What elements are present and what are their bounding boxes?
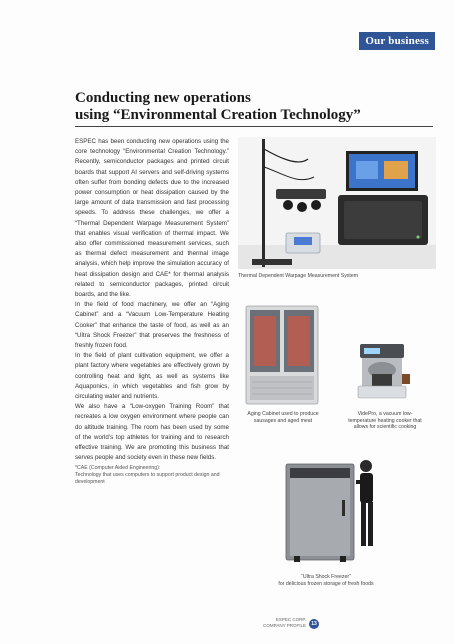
footnote-definition: Technology that uses computers to support product design and development <box>75 472 220 485</box>
freezer-caption-line-1: “Ultra Shock Freezer” <box>301 574 351 580</box>
footnote <box>75 465 229 486</box>
footer-company-name: ESPEC CORP. <box>275 617 306 622</box>
videpro-caption: VidePro, a vacuum low-temperature heating cooker that allows for scientific cooking <box>348 411 422 430</box>
paragraph: ESPEC has been conducting new operations using the core technology “Environmental Creation Technology.” Recently, semiconductor packages and printed circuit boards that support AI servers and self-driving systems often suffer from bonding defects due to the increased power consumption or heat dissipation caused by the large amount of data transmission and fast processing speeds. To address these challenges, we offer a “Thermal Dependent Warpage Measurement System” that enables visual verification of thermal impact. We also offer commissioned measurement services, such as thermal defect measurement and thermal image analysis, which help improve the simulation accuracy of heat dissipation design and CAE* for thermal analysis related to semiconductor packages, printed circuit boards, and the like. <box>75 138 229 299</box>
warpage-system-photo <box>238 137 436 269</box>
paragraph: In the field of food machinery, we offer an “Aging Cabinet” and a “Vacuum Low-Temperature Heating Cooker” that enhance the taste of food, as well as an “Ultra Shock Freezer” that preserves the freshness of freshly frozen food. <box>75 301 229 350</box>
footer-company <box>240 617 306 629</box>
aging-cabinet-caption: Aging Cabinet used to produce sausages and aged meat <box>247 411 319 424</box>
videpro-photo <box>352 340 414 402</box>
paragraph: We also have a “Low-oxygen Training Room” that recreates a low oxygen environment where people can do altitude training. The room has been used by some of the world’s top athletes for training and to research effective training. We are promoting this business that serves people and society even in these new fields. <box>75 403 229 462</box>
paragraph: In the field of plant cultivation equipment, we offer a plant factory where vegetables are effectively grown by controlling heat and light, as well as systems like Aquaponics, in which vegetables and fish grow by circulating water and nutrients. <box>75 352 229 401</box>
page-title <box>75 90 405 124</box>
ultra-shock-freezer-caption <box>256 574 396 587</box>
section-tag: Our business <box>359 32 435 50</box>
freezer-caption-line-2: for delicious frozen storage of fresh foods <box>278 580 374 587</box>
title-line-1: Conducting new operations <box>75 90 251 106</box>
warpage-caption: Thermal Dependent Warpage Measurement System <box>238 273 359 279</box>
ultra-shock-freezer-photo <box>280 440 380 570</box>
article-body <box>75 137 229 464</box>
aging-cabinet-photo <box>244 304 320 408</box>
footer-document-name: COMPANY PROFILE <box>263 623 306 628</box>
title-divider <box>75 126 433 127</box>
footnote-term: *CAE (Computer Aided Engineering): <box>75 465 161 471</box>
page-number: 13 <box>309 619 319 629</box>
title-line-2: using “Environmental Creation Technology” <box>75 107 361 123</box>
